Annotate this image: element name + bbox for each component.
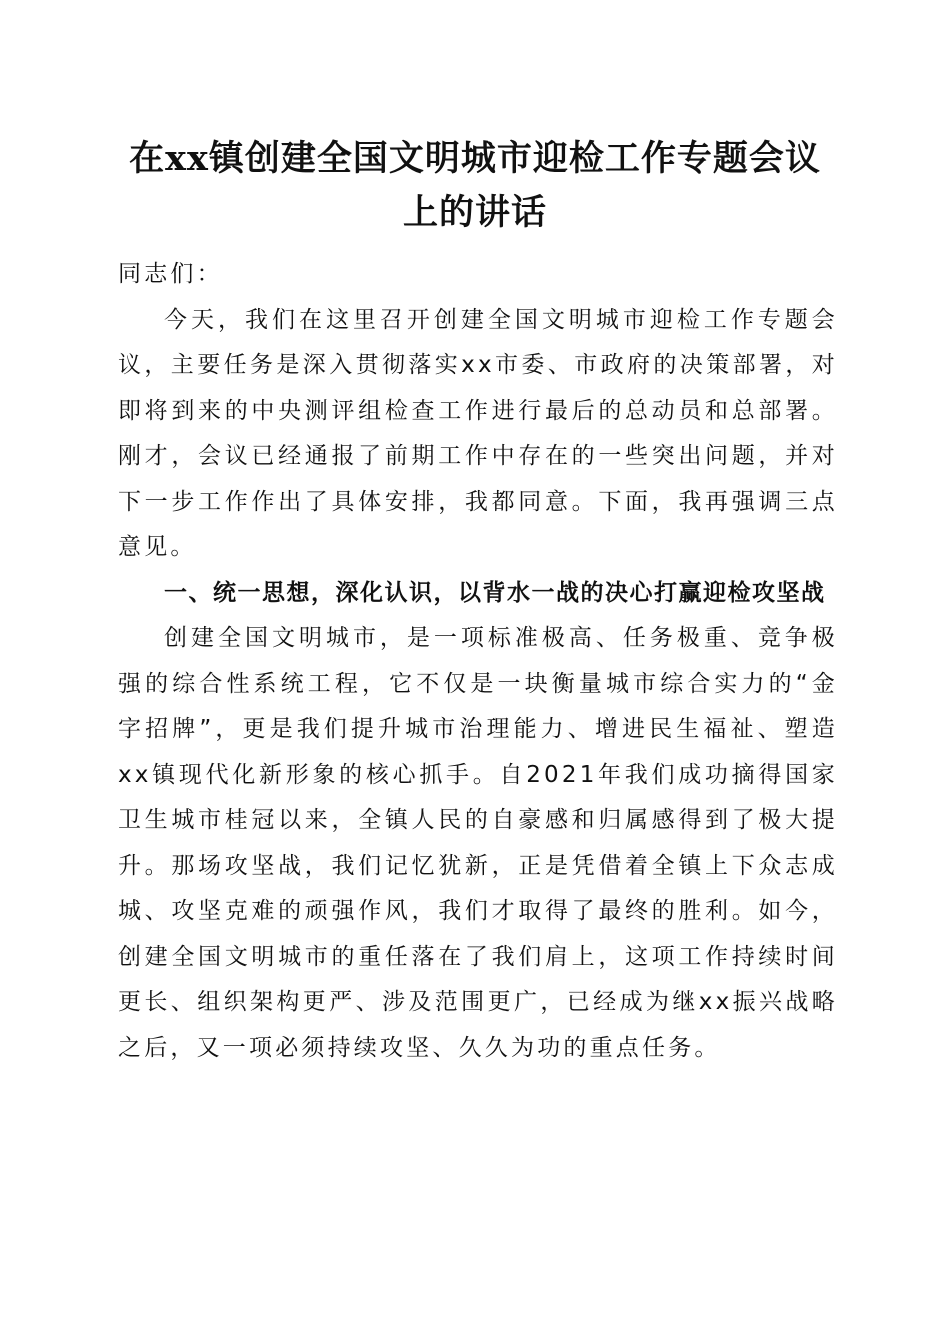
section-heading: 一、统一思想，深化认识，以背水一战的决心打赢迎检攻坚战 (164, 579, 826, 606)
section-paragraph: 创建全国文明城市，是一项标准极高、任务极重、竞争极强的综合性系统工程，它不仅是一块衡量城市综合实力的“金字招牌”，更是我们提升城市治理能力、增进民生福祉、塑造xx镇现代化新形象的核心抓手。自2021年我们成功摘得国家卫生城市桂冠以来，全镇人民的自豪感和归属感得到了极大提升。那场攻坚战，我们记忆犹新，正是凭借着全镇上下众志成城、攻坚克难的顽强作风，我们才取得了最终的胜利。如今，创建全国文明城市的重任落在了我们肩上，这项工作持续时间更长、组织架构更严、涉及范围更广，已经成为继xx振兴战略之后，又一项必须持续攻坚、久久为功的重点任务。 (118, 625, 838, 1061)
title-line-2: 上的讲话 (402, 192, 547, 233)
document-body (118, 252, 838, 1071)
salutation: 同志们： (118, 261, 223, 287)
title-line-1: 在xx镇创建全国文明城市迎检工作专题会议 (129, 138, 821, 179)
document-title (100, 132, 850, 240)
intro-paragraph: 今天，我们在这里召开创建全国文明城市迎检工作专题会议，主要任务是深入贯彻落实xx市委、市政府的决策部署，对即将到来的中央测评组检查工作进行最后的总动员和总部署。刚才，会议已经通报了前期工作中存在的一些突出问题，并对下一步工作作出了具体安排，我都同意。下面，我再强调三点意见。 (118, 306, 838, 560)
